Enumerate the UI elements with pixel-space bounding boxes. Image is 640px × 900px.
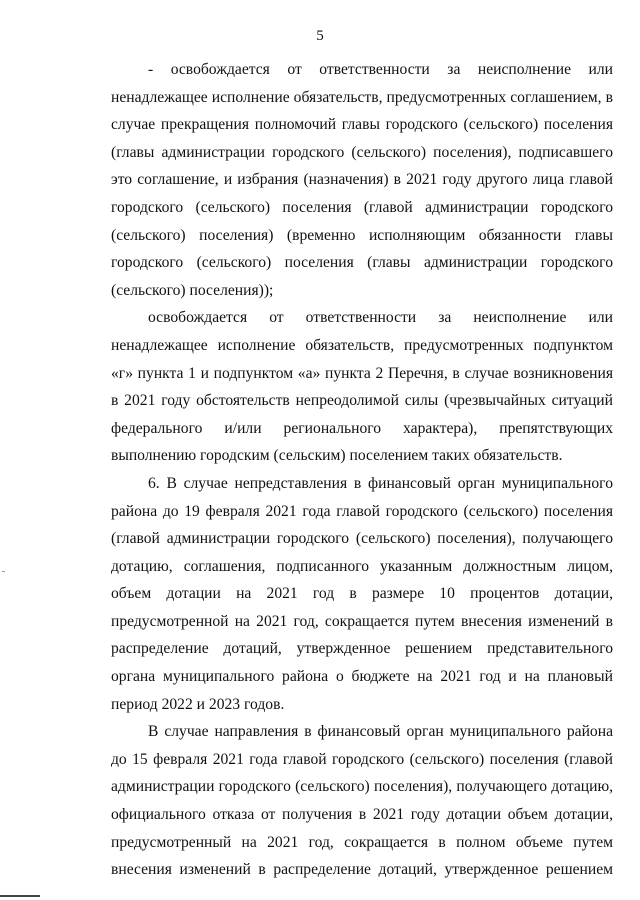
document-body	[111, 56, 613, 884]
bottom-edge-rule	[0, 895, 40, 897]
scan-edge-mark	[2, 571, 5, 572]
paragraph-item-6: 6. В случае непредставления в финансовый орган муниципального района до 19 февраля 2021 года главой городского (сельского) поселения (главой администрации городского (сельского) поселения), получающего дотацию, соглашения, подписанного указанным должностным лицом, объем дотации на 2021 год в размере 10 процентов дотации, предусмотренной на 2021 год, сокращается путем внесения изменений в распределение дотаций, утвержденное решением представительного органа муниципального района о бюджете на 2021 год и на плановый период 2022 и 2023 годов.	[111, 474, 613, 713]
page-number: 5	[316, 28, 324, 44]
paragraph-refusal-case: В случае направления в финансовый орган муниципального района до 15 февраля 2021 года главой городского (сельского) поселения (главой администрации городского (сельского) поселения), получающего дотацию, официального отказа от получения в 2021 году дотации объем дотации, предусмотренный на 2021 год, сокращается в полном объеме путем внесения изменений в распределение дотаций, утвержденное решением	[111, 723, 613, 879]
paragraph-exemption-officials: - освобождается от ответственности за неисполнение или ненадлежащее исполнение обязательств, предусмотренных соглашением, в случае прекращения полномочий главы городского (сельского) поселения (главы администрации городского (сельского) поселения), подписавшего это соглашение, и избрания (назначения) в 2021 году другого лица главой городского (сельского) поселения (главой администрации городского (сельского) поселения) (временно исполняющим обязанности главы городского (сельского) поселения (главы администрации городского (сельского) поселения));	[111, 61, 613, 299]
paragraph-exemption-force-majeure: освобождается от ответственности за неисполнение или ненадлежащее исполнение обязательств, предусмотренных подпунктом «г» пункта 1 и подпунктом «а» пункта 2 Перечня, в случае возникновения в 2021 году обстоятельств непреодолимой силы (чрезвычайных ситуаций федерального и/или регионального характера), препятствующих выполнению городским (сельским) поселением таких обязательств.	[111, 309, 613, 465]
